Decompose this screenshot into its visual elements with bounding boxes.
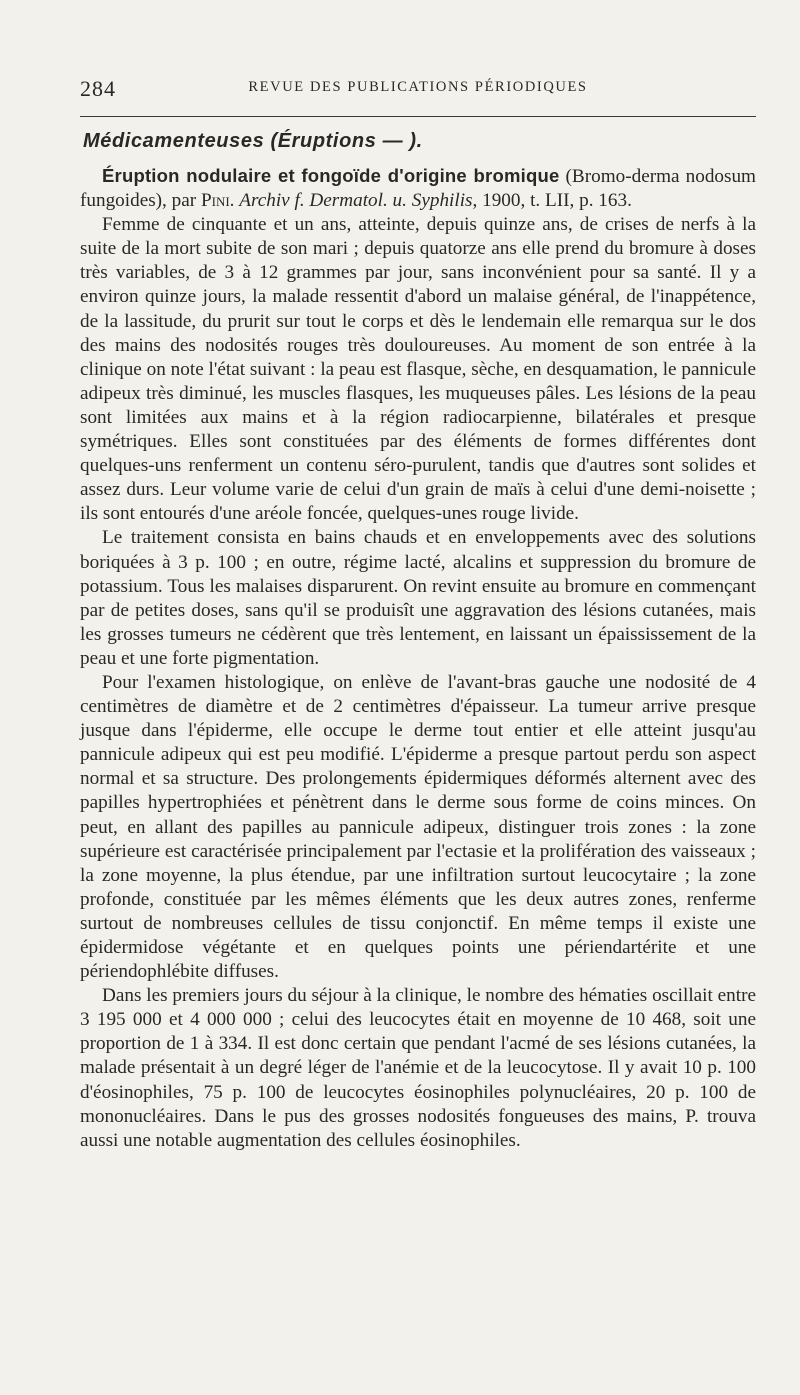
- running-title: REVUE DES PUBLICATIONS PÉRIODIQUES: [248, 79, 588, 95]
- article-citation-sep: .: [229, 190, 240, 212]
- article-title: Éruption nodulaire et fongoïde d'origine bromique: [102, 165, 560, 186]
- page-header: [80, 76, 756, 104]
- article-journal: Archiv f. Dermatol. u. Syphilis: [239, 190, 473, 212]
- section-heading: Médicamenteuses (Éruptions — ).: [83, 130, 423, 152]
- paragraph-treatment: Le traitement consista en bains chauds et en enveloppements avec des solutions boriquées à 3 p. 100 ; en outre, régime lacté, alcalins et suppression du bromure de potassium. Tous les malaises disparurent. On revint ensuite au bromure en commençant par de petites doses, sans qu'il se produisît une aggravation des lésions cutanées, mais les grosses tumeurs ne cédèrent que très lentement, en laissant un épaississement de la peau et une forte pigmentation.: [80, 527, 756, 669]
- paragraph-case-history: Femme de cinquante et un ans, atteinte, depuis quinze ans, de crises de nerfs à la suite de la mort subite de son mari ; depuis quatorze ans elle prend du bromure à doses très variables, de 3 à 12 grammes par jour, sans inconvénient pour sa santé. Il y a environ quinze jours, la malade ressentit d'abord un malaise général, de l'inappétence, de la lassitude, du prurit sur tout le corps et dès le lendemain elle remarqua sur le dos des mains des nodosités rouges très douloureuses. Au moment de son entrée à la clinique on note l'état suivant : la peau est flasque, sèche, en desquamation, le pannicule adipeux très diminué, les muscles flasques, les muqueuses pâles. Les lésions de la peau sont limitées aux mains et à la région radiocarpienne, bilatérales et presque symétriques. Elles sont constituées par des éléments de formes différentes dont quelques-uns renferment un contenu séro-purulent, tandis que d'autres sont solides et assez durs. Leur volume varie de celui d'un grain de maïs à celui d'une demi-noisette ; ils sont entourés d'une aréole foncée, quelques-unes rouge livide.: [80, 214, 756, 525]
- article-citation-post: , 1900, t. LII, p. 163.: [472, 190, 632, 212]
- paragraph-histology: Pour l'examen histologique, on enlève de l'avant-bras gauche une nodosité de 4 centimètres de diamètre et de 2 centimètres d'épaisseur. La tumeur arrive presque jusque dans l'épiderme, elle occupe le derme tout entier et elle atteint jusqu'au pannicule adipeux qui est peu modifié. L'épiderme a presque partout perdu son aspect normal et sa structure. Des prolongements épidermiques déformés alternent avec des papilles hypertrophiées et pénètrent dans le derme sous forme de coins minces. On peut, en allant des papilles au pannicule adipeux, distinguer trois zones : la zone supérieure est caractérisée principalement par l'ectasie et la prolifération des vaisseaux ; la zone moyenne, la plus étendue, par une infiltration surtout leucocytaire ; la zone profonde, constituée par les mêmes éléments que les deux autres zones, renferme surtout de nombreuses cellules de tissu conjonctif. En même temps il existe une épidermidose végétante et en quelques points une périendartérite et une périendophlébite diffuses.: [80, 671, 756, 983]
- header-divider: [80, 116, 756, 117]
- article-author: Pini: [200, 190, 230, 212]
- article-body: [80, 164, 756, 1153]
- article-citation-pre: (Bromo-derma nodosum fungoides), par: [80, 166, 756, 212]
- article-citation-paragraph: [80, 164, 756, 213]
- page-number: 284: [80, 76, 116, 101]
- paragraph-blood-findings: Dans les premiers jours du séjour à la clinique, le nombre des hématies oscillait entre 3 195 000 et 4 000 000 ; celui des leucocytes était en moyenne de 10 468, soit une proportion de 1 à 334. Il est donc certain que pendant l'acmé de ses lésions cutanées, la malade présentait à un degré léger de l'anémie et de la leucocytose. Il y avait 10 p. 100 d'éosinophiles, 75 p. 100 de leucocytes éosinophiles polynucléaires, 20 p. 100 de mononucléaires. Dans le pus des grosses nodosités fongueuses des mains, P. trouva aussi une notable augmentation des cellules éosinophiles.: [80, 985, 756, 1151]
